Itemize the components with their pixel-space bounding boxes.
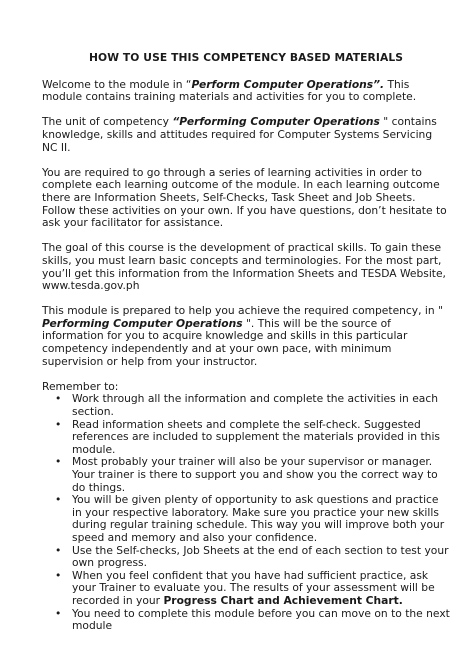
module-purpose-paragraph [42,305,450,368]
list-item [42,393,450,418]
competency-title-emphasis-2: Performing Computer Operations [42,316,243,330]
purpose-text: This module is prepared to help you achieve the required competency, in " [42,304,443,318]
module-title-emphasis: Perform Computer Operations”. [191,77,385,91]
bullet-icon: • [55,568,62,582]
bullet-icon: • [55,417,62,431]
list-item-text: You need to complete this module before you can move on to the next module [72,606,450,633]
page-title: HOW TO USE THIS COMPETENCY BASED MATERIALS [88,51,404,64]
bullet-icon: • [55,543,62,557]
welcome-paragraph [42,79,450,104]
list-item-text: Most probably your trainer will also be your supervisor or manager. Your trainer is there to support you and show you the correct way to do things. [72,455,438,494]
list-item-text: When you feel confident that you have had sufficient practice, ask your Trainer to evaluate you. The results of your assessment will be recorded in your [72,568,435,607]
list-item-text: You will be given plenty of opportunity to ask questions and practice in your respective laboratory. Make sure you practice your new skills during regular training schedule. This way you will improve both your speed and memory and also your confidence. [72,493,445,544]
list-item [42,494,450,544]
unit-text-end: " contains knowledge, skills and attitudes required for Computer Systems Servicing NC II. [42,115,437,154]
welcome-text-end: This module contains training materials and activities for you to complete. [42,77,417,104]
list-item-text: Work through all the information and complete the activities in each section. [72,392,439,419]
unit-of-competency-paragraph [42,116,450,154]
document-body [42,52,450,633]
learning-activities-paragraph: You are required to go through a series of learning activities in order to complete each learning outcome of the module. In each learning outcome there are Information Sheets, Self-Checks, Task Sheet and Job Sheets. Follow these activities on your own. If you have questions, don’t hesitate to ask your facilitator for assistance. [42,165,447,230]
goal-paragraph: The goal of this course is the development of practical skills. To gain these skills, you must learn basic concepts and terminologies. For the most part, you’ll get this information from the Information Sheets and TESDA Website, www.tesda.gov.ph [42,241,446,293]
remember-list [42,393,450,632]
remember-label: Remember to: [42,379,119,393]
welcome-text: Welcome to the module in “ [42,77,192,91]
list-item [42,570,450,608]
bullet-icon: • [55,392,62,406]
list-item-text: Use the Self-checks, Job Sheets at the end of each section to test your own progress. [72,543,449,570]
purpose-text-end: ". This will be the source of information for you to acquire knowledge and skills in this particular competency independently and at your own pace, with minimum supervision or help from your instructor. [42,316,408,368]
list-item [42,608,450,633]
unit-text: The unit of competency [42,115,173,129]
list-item-text: Read information sheets and complete the self-check. Suggested references are included to supplement the materials provided in this module. [72,417,440,456]
progress-chart-emphasis: Progress Chart and Achievement Chart. [163,593,403,607]
list-item [42,545,450,570]
bullet-icon: • [55,493,62,507]
bullet-icon: • [55,455,62,469]
list-item [42,419,450,457]
competency-title-emphasis: “Performing Computer Operations [172,115,380,129]
list-item [42,456,450,494]
bullet-icon: • [55,606,62,620]
